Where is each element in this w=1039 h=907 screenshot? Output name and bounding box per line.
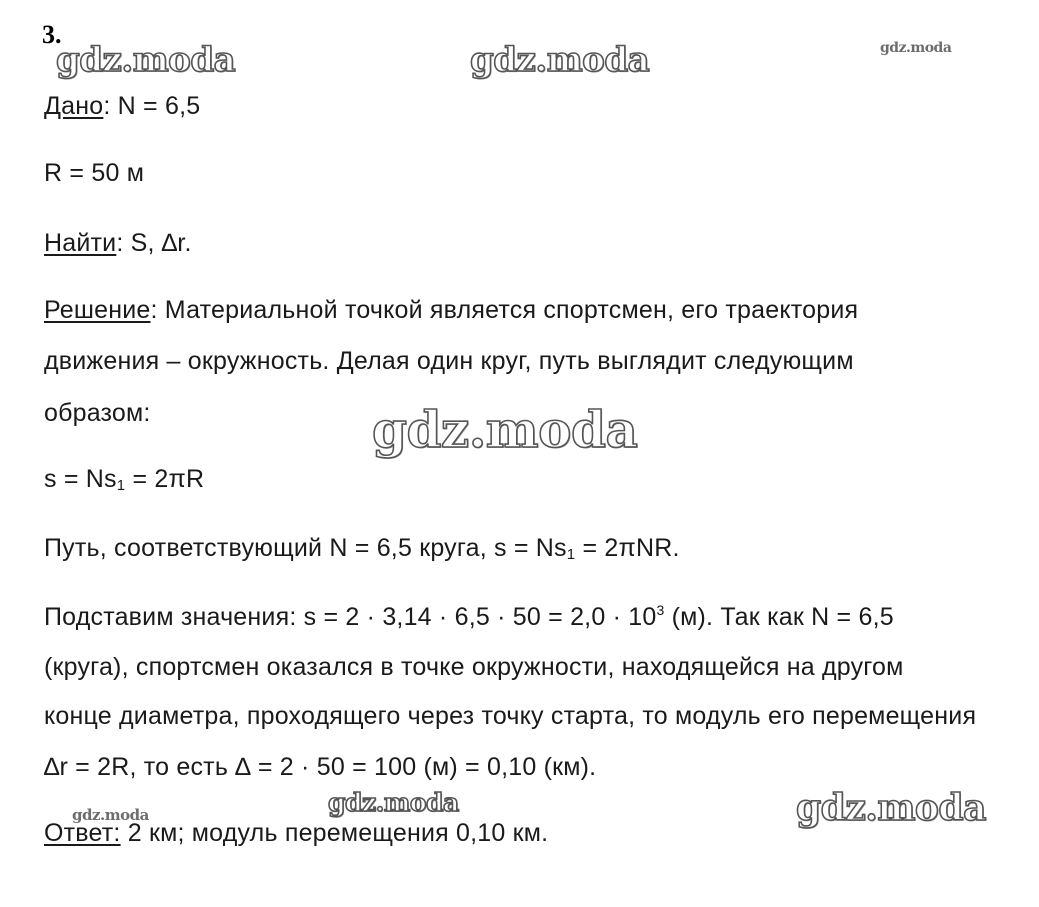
path-subscript: 1 xyxy=(566,546,576,563)
find-line xyxy=(44,227,192,259)
watermark: gdz.moda xyxy=(372,400,638,459)
formula-part: s = Ns xyxy=(44,465,117,493)
diameter-line: конце диаметра, проходящего через точку старта, то модуль его перемещения xyxy=(44,702,977,730)
formula-part: = 2πR xyxy=(125,465,205,493)
path-text: Путь, соответствующий N = 6,5 круга, s = Ns xyxy=(44,534,567,562)
problem-number: 3. xyxy=(42,20,62,49)
formula-subscript: 1 xyxy=(116,477,126,494)
watermark: gdz.moda xyxy=(796,787,986,829)
solution-line-1 xyxy=(44,294,858,326)
circle-line: (круга), спортсмен оказался в точке окружности, находящейся на другом xyxy=(44,653,904,681)
solution-line-2: движения – окружность. Делая один круг, путь выглядит следующим xyxy=(44,347,854,375)
watermark: gdz.moda xyxy=(72,806,149,824)
solution-text-1: : Материальной точкой является спортсмен, его траектория xyxy=(150,296,859,324)
substitution-text: (м). Так как N = 6,5 xyxy=(664,603,894,631)
watermark: gdz.moda xyxy=(328,788,459,817)
find-values: : S, ∆r. xyxy=(116,229,192,257)
given-value-n: : N = 6,5 xyxy=(103,92,201,120)
substitution-text: Подставим значения: s = 2 · 3,14 · 6,5 · 50 = 2,0 · 10 xyxy=(44,603,657,631)
substitution-exponent: 3 xyxy=(656,602,665,618)
answer-text: 2 км; модуль перемещения 0,10 км. xyxy=(120,819,549,847)
formula-path-one-lap xyxy=(44,463,204,495)
path-line xyxy=(44,532,680,564)
watermark: gdz.moda xyxy=(880,40,952,56)
answer-label: Ответ: xyxy=(44,819,121,847)
given-value-r: R = 50 м xyxy=(44,159,145,187)
watermark: gdz.moda xyxy=(56,40,236,80)
given-line xyxy=(44,90,200,122)
substitution-line xyxy=(44,601,894,633)
solution-label: Решение xyxy=(44,296,151,324)
find-label: Найти xyxy=(44,229,117,257)
displacement-line: ∆r = 2R, то есть ∆ = 2 · 50 = 100 (м) = 0,10 (км). xyxy=(44,753,597,781)
solution-line-3: образом: xyxy=(44,399,151,427)
given-label: Дано xyxy=(44,92,104,120)
path-text: = 2πNR. xyxy=(575,534,680,562)
watermark: gdz.moda xyxy=(470,40,650,80)
